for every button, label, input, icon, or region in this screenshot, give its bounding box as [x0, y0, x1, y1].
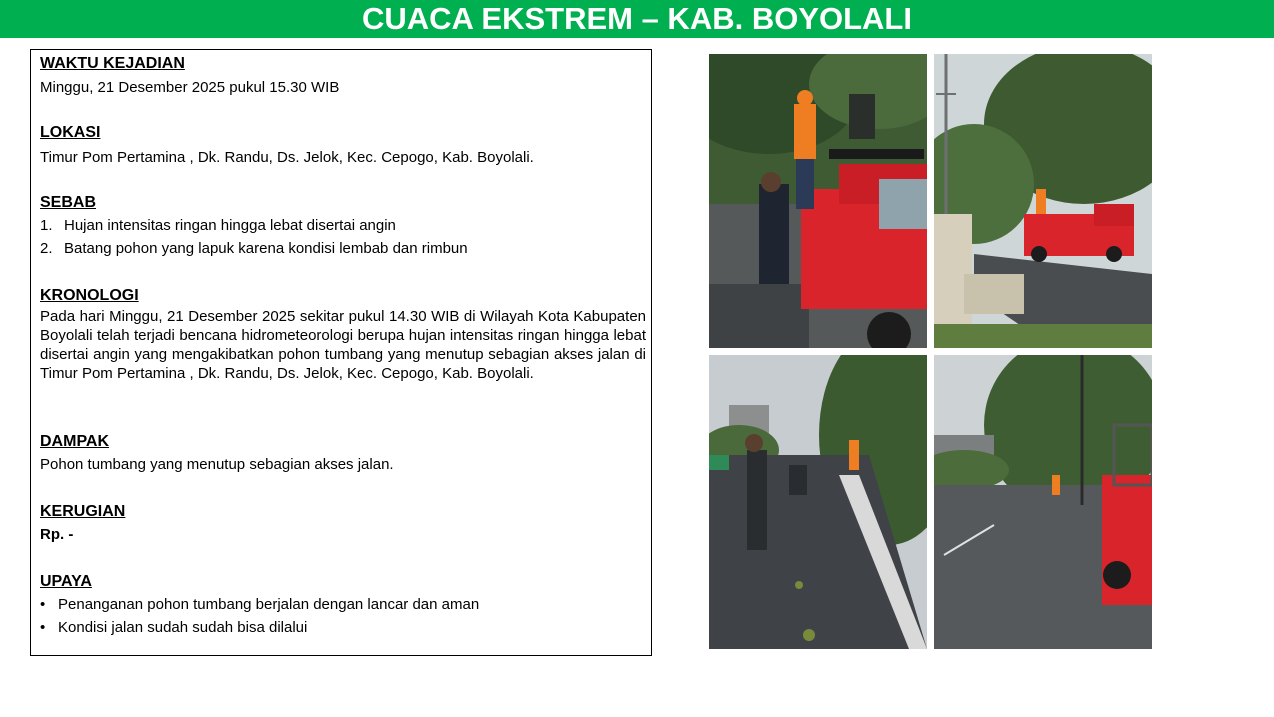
photo-fire-truck-roadside [934, 54, 1152, 348]
upaya-item [40, 593, 646, 616]
section-lokasi [40, 123, 646, 167]
kronologi-text: Pada hari Minggu, 21 Desember 2025 sekitar pukul 14.30 WIB di Wilayah Kota Kabupaten Boyolali telah terjadi bencana hidrometeorologi berupa hujan intensitas ringan hingga lebat disertai angin yang mengakibatkan pohon tumbang yang menutup sebagian akses jalan di Timur Pom Pertamina , Dk. Randu, Ds. Jelok, Kec. Cepogo, Kab. Boyolali. [40, 308, 646, 382]
lokasi-heading: LOKASI [40, 124, 101, 141]
section-waktu [40, 54, 646, 97]
photo-wet-road-cleared [934, 355, 1152, 649]
photo-fire-truck-branch-cutting [709, 54, 927, 348]
waktu-heading: WAKTU KEJADIAN [40, 55, 185, 72]
upaya-bullet: • [40, 619, 46, 636]
kerugian-value: Rp. - [40, 526, 74, 543]
dampak-value: Pohon tumbang yang menutup sebagian akses jalan. [40, 456, 394, 473]
sebab-item-text: Hujan intensitas ringan hingga lebat disertai angin [64, 217, 396, 234]
photo-clearing-debris-road [709, 355, 927, 649]
sebab-item-number: 1. [40, 217, 53, 234]
incident-report-box [30, 49, 652, 656]
sebab-item [40, 214, 646, 237]
sebab-heading: SEBAB [40, 194, 97, 211]
waktu-value: Minggu, 21 Desember 2025 pukul 15.30 WIB [40, 79, 340, 96]
section-dampak [40, 432, 646, 474]
sebab-item-number: 2. [40, 240, 53, 257]
lokasi-value: Timur Pom Pertamina , Dk. Randu, Ds. Jelok, Kec. Cepogo, Kab. Boyolali. [40, 149, 534, 166]
upaya-item [40, 616, 646, 639]
upaya-bullet: • [40, 596, 46, 613]
page-title: CUACA EKSTREM – KAB. BOYOLALI [362, 1, 912, 36]
sebab-item-text: Batang pohon yang lapuk karena kondisi lembab dan rimbun [64, 240, 468, 257]
kronologi-heading: KRONOLOGI [40, 287, 139, 304]
upaya-item-text: Kondisi jalan sudah sudah bisa dilalui [58, 619, 308, 636]
sebab-item [40, 237, 646, 260]
section-upaya [40, 572, 646, 639]
section-sebab [40, 193, 646, 260]
section-kronologi [40, 286, 646, 383]
page-title-banner [0, 0, 1274, 38]
upaya-item-text: Penanganan pohon tumbang berjalan dengan lancar dan aman [58, 596, 480, 613]
upaya-heading: UPAYA [40, 573, 92, 590]
kerugian-heading: KERUGIAN [40, 503, 126, 520]
dampak-heading: DAMPAK [40, 433, 110, 450]
section-kerugian [40, 502, 646, 544]
